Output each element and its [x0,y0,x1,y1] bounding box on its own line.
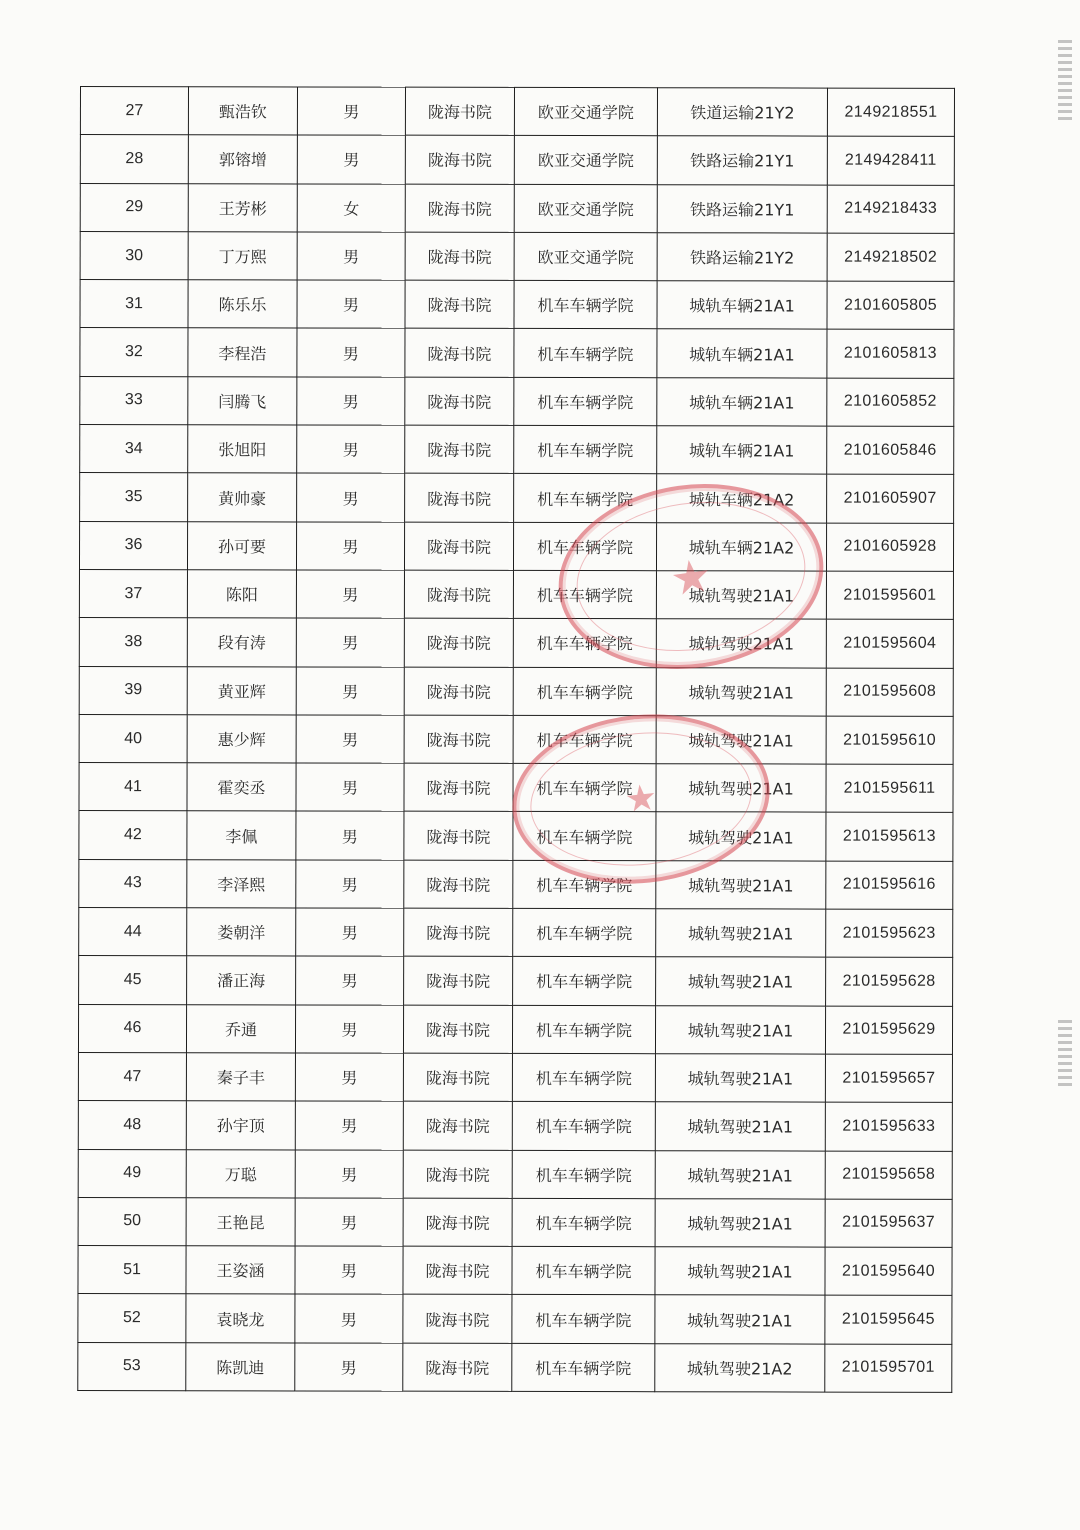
table-row [79,666,953,716]
student-id: 2101605813 [827,330,954,379]
gender: 男 [296,570,404,619]
table-row [80,280,954,330]
gender: 男 [295,1005,403,1054]
star-icon: ★ [666,546,716,607]
student-id: 2101605805 [827,281,954,330]
class-name: 城轨驾驶21A1 [655,1150,825,1199]
class-name: 铁路运输21Y2 [657,233,827,282]
student-id: 2101595629 [825,1006,952,1055]
gender: 男 [297,135,405,184]
gender: 男 [297,328,405,377]
academy-name: 陇海书院 [403,1101,512,1150]
student-id: 2101595608 [826,668,953,717]
student-id: 2101605928 [826,523,953,572]
table-row [80,328,954,378]
row-index: 38 [79,618,187,667]
college-name: 机车车辆学院 [514,281,657,330]
gender: 男 [297,425,405,474]
college-name: 机车车辆学院 [513,715,656,764]
student-id: 2101595610 [826,716,953,765]
college-name: 机车车辆学院 [512,1247,655,1296]
class-name: 城轨车辆21A1 [657,426,827,475]
student-name: 陈乐乐 [188,280,297,329]
class-name: 城轨驾驶21A1 [656,957,826,1006]
student-name: 孙宇顶 [186,1101,295,1150]
class-name: 城轨驾驶21A1 [655,1054,825,1103]
table-row [80,231,954,281]
table-row [79,521,953,571]
class-name: 城轨驾驶21A1 [656,619,826,668]
class-name: 城轨驾驶21A1 [656,812,826,861]
row-index: 47 [78,1052,186,1101]
gender: 男 [296,667,404,716]
scan-artifact [1058,40,1072,120]
row-index: 49 [78,1149,186,1198]
academy-name: 陇海书院 [403,1005,512,1054]
college-name: 机车车辆学院 [513,908,656,957]
student-name: 娄朝洋 [187,908,296,957]
table-row [79,714,953,764]
student-name: 李程浩 [188,328,297,377]
student-id: 2101605852 [827,378,954,427]
student-id: 2101595633 [825,1102,952,1151]
table-row [78,1149,952,1199]
college-name: 机车车辆学院 [513,764,656,813]
row-index: 45 [79,956,187,1005]
college-name: 机车车辆学院 [514,474,657,523]
gender: 女 [297,184,405,233]
class-name: 城轨车辆21A1 [657,329,827,378]
row-index: 41 [79,763,187,812]
student-id: 2101605907 [827,474,954,523]
student-id: 2101595640 [825,1247,952,1296]
student-id: 2101595611 [826,764,953,813]
table-row [80,425,954,475]
class-name: 城轨车辆21A2 [656,522,826,571]
class-name: 城轨驾驶21A1 [656,571,826,620]
row-index: 29 [80,183,188,232]
table-row [79,811,953,861]
gender: 男 [296,908,404,957]
gender: 男 [297,87,405,136]
academy-name: 陇海书院 [405,232,514,281]
table-row [79,859,953,909]
student-name: 张旭阳 [188,425,297,474]
student-name: 孙可要 [187,521,296,570]
academy-name: 陇海书院 [405,135,514,184]
student-name: 万聪 [186,1149,295,1198]
gender: 男 [296,715,404,764]
academy-name: 陇海书院 [404,908,513,957]
student-name: 段有涛 [187,618,296,667]
college-name: 机车车辆学院 [513,957,656,1006]
academy-name: 陇海书院 [404,667,513,716]
college-name: 机车车辆学院 [514,425,657,474]
row-index: 42 [79,811,187,860]
student-id: 2101595628 [826,957,953,1006]
student-name: 郭镕增 [188,135,297,184]
table-row [78,1246,952,1296]
college-name: 欧亚交通学院 [514,87,657,136]
student-name: 陈凯迪 [186,1342,295,1391]
class-name: 城轨车辆21A1 [657,377,827,426]
class-name: 城轨车辆21A1 [657,281,827,330]
college-name: 机车车辆学院 [512,1198,655,1247]
student-name: 闫腾飞 [188,377,297,426]
college-name: 机车车辆学院 [514,377,657,426]
academy-name: 陇海书院 [404,763,513,812]
student-name: 李佩 [187,811,296,860]
academy-name: 陇海书院 [404,957,513,1006]
college-name: 机车车辆学院 [513,860,656,909]
table-row [78,1052,952,1102]
student-id: 2101595658 [825,1151,952,1200]
student-name: 霍奕丞 [187,763,296,812]
student-id: 2149218502 [827,233,954,282]
class-name: 城轨驾驶21A1 [655,1199,825,1248]
student-name: 乔通 [186,1004,295,1053]
academy-name: 陇海书院 [405,87,514,136]
student-name: 王艳昆 [186,1198,295,1247]
gender: 男 [296,811,404,860]
class-name: 城轨驾驶21A1 [656,667,826,716]
academy-name: 陇海书院 [405,184,514,233]
student-id: 2101595616 [826,861,953,910]
gender: 男 [297,280,405,329]
student-id: 2101595657 [825,1054,952,1103]
class-name: 城轨驾驶21A1 [655,1005,825,1054]
college-name: 欧亚交通学院 [514,136,657,185]
college-name: 机车车辆学院 [513,667,656,716]
academy-name: 陇海书院 [403,1198,512,1247]
class-name: 城轨驾驶21A1 [655,1247,825,1296]
table-row [80,135,954,185]
academy-name: 陇海书院 [405,329,514,378]
gender: 男 [295,1101,403,1150]
roster-body [78,87,955,1393]
class-name: 城轨车辆21A2 [657,474,827,523]
gender: 男 [295,1343,403,1392]
class-name: 城轨驾驶21A1 [656,909,826,958]
row-index: 43 [79,859,187,908]
student-id: 2149218433 [827,185,954,234]
table-row [78,1197,952,1247]
row-index: 31 [80,280,188,329]
gender: 男 [295,1294,403,1343]
gender: 男 [296,618,404,667]
row-index: 35 [80,473,188,522]
table-row [79,908,953,958]
academy-name: 陇海书院 [403,1295,512,1344]
student-name: 惠少辉 [187,715,296,764]
class-name: 城轨驾驶21A2 [655,1343,825,1392]
row-index: 52 [78,1294,186,1343]
table-row [79,763,953,813]
academy-name: 陇海书院 [404,522,513,571]
row-index: 28 [80,135,188,184]
college-name: 机车车辆学院 [512,1150,655,1199]
student-id: 2101595701 [825,1344,952,1393]
college-name: 机车车辆学院 [512,1053,655,1102]
row-index: 40 [79,714,187,763]
academy-name: 陇海书院 [405,474,514,523]
gender: 男 [295,1246,403,1295]
student-id: 2101605846 [827,426,954,475]
table-row [80,473,954,523]
row-index: 30 [80,231,188,280]
student-name: 黄亚辉 [187,666,296,715]
table-row [79,956,953,1006]
gender: 男 [295,1149,403,1198]
gender: 男 [297,377,405,426]
row-index: 39 [79,666,187,715]
college-name: 机车车辆学院 [513,522,656,571]
gender: 男 [296,956,404,1005]
student-name: 李泽熙 [187,859,296,908]
class-name: 铁路运输21Y1 [657,136,827,185]
college-name: 机车车辆学院 [513,570,656,619]
scan-artifact [1058,1020,1072,1090]
academy-name: 陇海书院 [403,1246,512,1295]
academy-name: 陇海书院 [404,570,513,619]
student-id: 2101595637 [825,1199,952,1248]
class-name: 城轨驾驶21A1 [656,716,826,765]
class-name: 城轨驾驶21A1 [655,1102,825,1151]
student-name: 王芳彬 [188,183,297,232]
academy-name: 陇海书院 [405,377,514,426]
class-name: 城轨驾驶21A1 [655,1295,825,1344]
academy-name: 陇海书院 [404,860,513,909]
table-row [78,1294,952,1344]
student-id: 2101595645 [825,1295,952,1344]
row-index: 33 [80,376,188,425]
student-roster-table [77,86,955,1393]
student-name: 王姿涵 [186,1246,295,1295]
student-name: 陈阳 [187,570,296,619]
class-name: 城轨驾驶21A1 [656,860,826,909]
academy-name: 陇海书院 [404,715,513,764]
college-name: 机车车辆学院 [513,619,656,668]
class-name: 铁路运输21Y1 [657,184,827,233]
row-index: 46 [78,1004,186,1053]
student-id: 2101595604 [826,619,953,668]
table-row [80,183,954,233]
college-name: 机车车辆学院 [512,1102,655,1151]
student-name: 潘正海 [187,956,296,1005]
gender: 男 [297,473,405,522]
college-name: 机车车辆学院 [512,1343,655,1392]
table-row [80,87,954,137]
row-index: 50 [78,1197,186,1246]
table-row [78,1101,952,1151]
gender: 男 [296,763,404,812]
student-name: 甄浩钦 [188,87,297,136]
row-index: 36 [79,521,187,570]
table-row [78,1342,952,1392]
academy-name: 陇海书院 [404,618,513,667]
row-index: 53 [78,1342,186,1391]
student-id: 2149218551 [827,88,954,137]
gender: 男 [296,860,404,909]
table-row [79,618,953,668]
table-row [78,1004,952,1054]
academy-name: 陇海书院 [403,1343,512,1392]
row-index: 51 [78,1246,186,1295]
academy-name: 陇海书院 [403,1150,512,1199]
student-name: 秦子丰 [186,1053,295,1102]
table-row [79,569,953,619]
college-name: 机车车辆学院 [513,812,656,861]
class-name: 城轨驾驶21A1 [656,764,826,813]
class-name: 铁道运输21Y2 [657,88,827,137]
academy-name: 陇海书院 [403,1053,512,1102]
row-index: 34 [80,425,188,474]
academy-name: 陇海书院 [404,812,513,861]
row-index: 37 [79,569,187,618]
college-name: 机车车辆学院 [514,329,657,378]
college-name: 机车车辆学院 [512,1295,655,1344]
student-id: 2149428411 [827,136,954,185]
row-index: 27 [80,87,188,136]
student-id: 2101595623 [826,909,953,958]
row-index: 44 [79,908,187,957]
gender: 男 [295,1198,403,1247]
student-id: 2101595601 [826,571,953,620]
student-id: 2101595613 [826,813,953,862]
student-name: 丁万熙 [188,232,297,281]
student-name: 袁晓龙 [186,1294,295,1343]
academy-name: 陇海书院 [405,425,514,474]
table-row [80,376,954,426]
gender: 男 [296,522,404,571]
college-name: 机车车辆学院 [512,1005,655,1054]
gender: 男 [297,232,405,281]
college-name: 欧亚交通学院 [514,184,657,233]
star-icon: ★ [622,776,660,822]
gender: 男 [295,1053,403,1102]
college-name: 欧亚交通学院 [514,232,657,281]
student-name: 黄帅豪 [188,473,297,522]
row-index: 32 [80,328,188,377]
academy-name: 陇海书院 [405,280,514,329]
row-index: 48 [78,1101,186,1150]
